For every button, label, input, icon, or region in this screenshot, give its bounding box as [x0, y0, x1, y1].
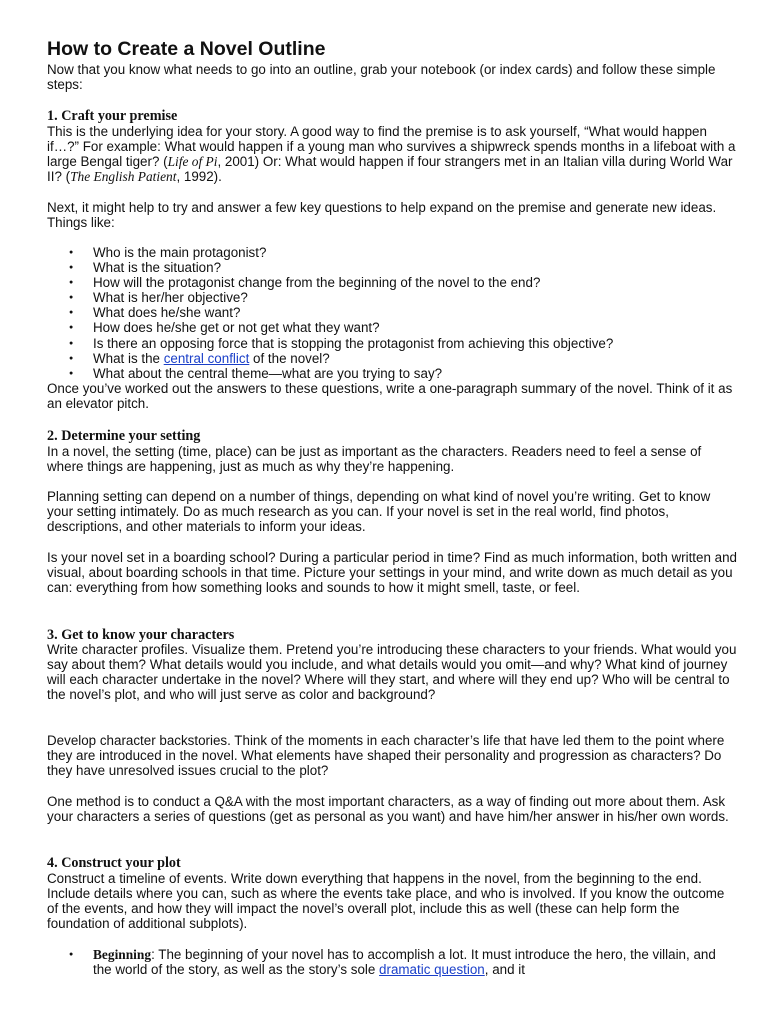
premise-question-list: [47, 245, 737, 381]
premise-paragraph-3: Once you’ve worked out the answers to these questions, write a one-paragraph summary of the novel. Think of it as an elevator pitch.: [47, 381, 733, 412]
list-item: ● What about the central theme—what are you trying to say?: [47, 366, 737, 381]
list-item: ● What does he/she want?: [47, 305, 737, 320]
beginning-text-end: , and it: [484, 962, 525, 978]
central-conflict-link[interactable]: central conflict: [163, 350, 250, 366]
list-item-text: What is the: [93, 350, 164, 366]
list-item: ● What is the situation?: [47, 260, 737, 275]
section-heading-characters: 3. Get to know your characters: [47, 627, 235, 643]
characters-paragraph-1: Write character profiles. Visualize them. Pretend you’re introducing these characters to your friends. What would you say about them? What details would you include, and what details would you omit—and why? What kind of journey will each character undertake in the novel? Where will they start, and where will they end up? Who will be central to the novel’s plot, and who will just serve as color and background?: [47, 642, 737, 703]
list-item: ● What is her/her objective?: [47, 290, 737, 305]
beginning-bullet: [47, 947, 717, 977]
characters-paragraph-2: Develop character backstories. Think of the moments in each character’s life that have led them to the point where they are introduced in the novel. What elements have shaped their personality and progression as characters? Do they have unresolved issues crucial to the plot?: [47, 733, 725, 779]
intro-paragraph: Now that you know what needs to go into an outline, grab your notebook (or index cards) and follow these simple steps:: [47, 62, 716, 93]
premise-paragraph-2: Next, it might help to try and answer a few key questions to help expand on the premise and generate new ideas. Things like:: [47, 200, 717, 231]
premise-text-b: , 2001) Or: What would happen if four strangers met in an Italian villa during World War II? (: [47, 154, 733, 185]
section-heading-plot: 4. Construct your plot: [47, 855, 181, 871]
premise-text-c: , 1992).: [176, 169, 222, 185]
list-item: ● How will the protagonist change from the beginning of the novel to the end?: [47, 275, 737, 290]
plot-paragraph-1: Construct a timeline of events. Write down everything that happens in the novel, from the beginning to the end. Include details where you can, such as where the events take place, and who is involved. If you know the outcome of the events, and how they will impact the novel’s overall plot, include this as well (these can help form the foundation of additional subplots).: [47, 871, 725, 932]
dramatic-question-link[interactable]: dramatic question: [379, 962, 485, 978]
list-item: ● Who is the main protagonist?: [47, 245, 737, 260]
setting-paragraph-3: Is your novel set in a boarding school? During a particular period in time? Find as much information, both written and visual, about boarding schools in that time. Picture your settings in your mind, and write down as much detail as you can: everything from how something looks and sounds to how it might smell, taste, or feel.: [47, 550, 737, 596]
section-heading-premise: 1. Craft your premise: [47, 108, 178, 124]
beginning-text: : The beginning of your novel has to accomplish a lot. It must introduce the hero, the villain, and the world of the story, as well as the story’s sole: [93, 947, 716, 978]
book-title-english-patient: The English Patient: [70, 169, 177, 185]
list-item: ● How does he/she get or not get what they want?: [47, 320, 737, 335]
page-title: How to Create a Novel Outline: [47, 38, 326, 60]
book-title-life-of-pi: Life of Pi: [167, 154, 218, 170]
setting-paragraph-2: Planning setting can depend on a number of things, depending on what kind of novel you’re writing. Get to know your setting intimately. Do as much research as you can. If your novel is set in the real world, find photos, descriptions, and other materials to inform your ideas.: [47, 489, 711, 535]
list-item: ● Is there an opposing force that is stopping the protagonist from achieving this objective?: [47, 336, 737, 351]
beginning-term: Beginning: [93, 947, 152, 962]
characters-paragraph-3: One method is to conduct a Q&A with the most important characters, as a way of finding out more about them. Ask your characters a series of questions (get as personal as you want) and have him/her answer in his/her own words.: [47, 794, 729, 825]
section-heading-setting: 2. Determine your setting: [47, 428, 201, 444]
list-item: [47, 351, 737, 366]
premise-text-a: This is the underlying idea for your story. A good way to find the premise is to ask yourself, “What would happen if…?” For example: What would happen if a young man who survives a shipwreck spends months in a lifeboat with a large Bengal tiger? (: [47, 124, 736, 170]
setting-paragraph-1: In a novel, the setting (time, place) can be just as important as the characters. Readers need to feel a sense of where things are happening, just as much as why they’re happening.: [47, 444, 702, 475]
premise-paragraph-1: [47, 124, 737, 184]
list-item-text: of the novel?: [249, 350, 330, 366]
